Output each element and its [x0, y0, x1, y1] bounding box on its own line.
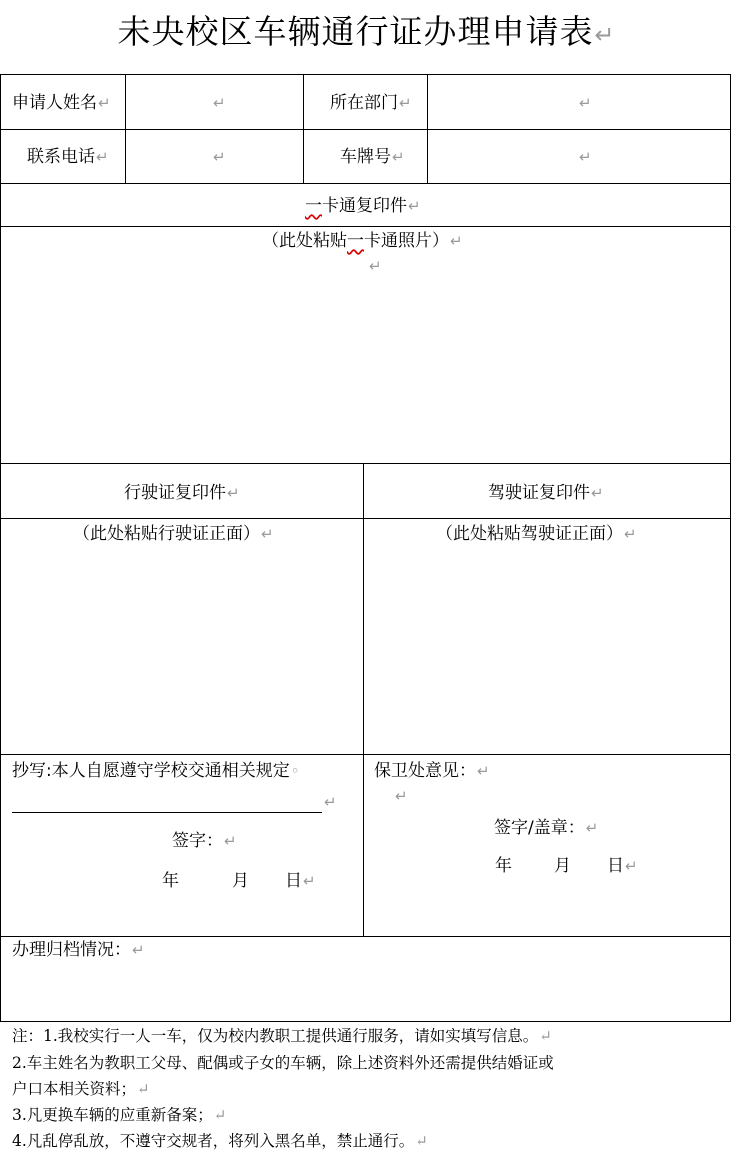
applicant-name-field[interactable]: ↵	[213, 94, 226, 112]
signature-label: 签字：↵	[172, 831, 237, 851]
note-line: 户口本相关资料；↵	[12, 1080, 150, 1098]
table-rule	[0, 463, 731, 464]
table-rule	[363, 463, 364, 936]
transcribe-line-mark: ↵	[324, 793, 337, 811]
security-opinion-label: 保卫处意见：↵	[374, 761, 490, 781]
driver-license-copy-label: 驾驶证复印件↵	[488, 483, 604, 503]
form-title	[0, 6, 733, 53]
card-paste-hint: （此处粘贴一卡通照片）↵	[262, 231, 463, 251]
note-line: 注：1.我校实行一人一车，仅为校内教职工提供通行服务，请如实填写信息。↵	[12, 1027, 552, 1045]
table-rule	[0, 518, 731, 519]
phone-field[interactable]: ↵	[213, 148, 226, 166]
table-border-top	[0, 74, 731, 75]
table-rule	[125, 74, 126, 183]
card-paste-area[interactable]: ↵	[369, 257, 382, 275]
table-rule	[0, 754, 731, 755]
security-opinion-field[interactable]: ↵	[395, 787, 408, 805]
sign-seal-label: 签字/盖章：↵	[494, 818, 599, 838]
security-date[interactable]: 年 月 日↵	[495, 856, 638, 876]
table-rule	[0, 226, 731, 227]
transcribe-statement: 抄写:本人自愿遵守学校交通相关规定◦	[12, 761, 300, 781]
department-field[interactable]: ↵	[579, 94, 592, 112]
phone-label: 联系电话↵	[27, 147, 109, 167]
table-border-left	[0, 74, 1, 1021]
table-rule	[0, 936, 731, 937]
note-line: 4.凡乱停乱放，不遵守交规者，将列入黑名单，禁止通行。↵	[12, 1132, 428, 1150]
plate-field[interactable]: ↵	[579, 148, 592, 166]
driver-license-paste-hint: （此处粘贴驾驶证正面）↵	[436, 524, 637, 544]
form-title-text: 未央校区车辆通行证办理申请表	[117, 12, 594, 51]
plate-label: 车牌号↵	[340, 147, 405, 167]
card-copy-label: 一卡通复印件↵	[305, 196, 421, 216]
table-rule	[0, 129, 731, 130]
table-rule	[427, 74, 428, 183]
paragraph-mark: ↵	[594, 21, 616, 49]
note-line: 2.车主姓名为教职工父母、配偶或子女的车辆，除上述资料外还需提供结婚证或	[12, 1054, 554, 1072]
applicant-name-label: 申请人姓名↵	[12, 93, 111, 113]
department-label: 所在部门↵	[330, 93, 412, 113]
table-rule	[303, 74, 304, 183]
vehicle-license-copy-label: 行驶证复印件↵	[124, 483, 240, 503]
applicant-date[interactable]: 年 月 日↵	[162, 871, 316, 891]
table-border-bottom	[0, 1021, 731, 1022]
table-rule	[0, 183, 731, 184]
archive-status-label: 办理归档情况：↵	[12, 940, 145, 960]
vehicle-license-paste-hint: （此处粘贴行驶证正面）↵	[73, 524, 274, 544]
note-line: 3.凡更换车辆的应重新备案；↵	[12, 1106, 227, 1124]
transcribe-line[interactable]	[12, 812, 322, 813]
table-border-right	[730, 74, 731, 1021]
